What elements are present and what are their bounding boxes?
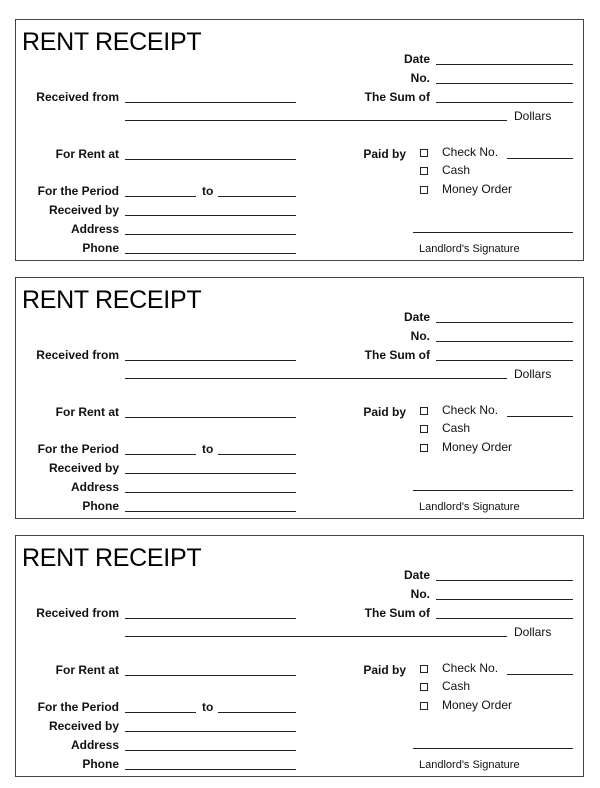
received-by-field[interactable] — [125, 473, 296, 474]
money-order-label: Money Order — [442, 698, 513, 712]
date-field[interactable] — [436, 580, 573, 581]
date-field[interactable] — [436, 322, 573, 323]
rent-receipt — [15, 19, 584, 261]
period-start-field[interactable] — [125, 712, 196, 713]
to-label: to — [202, 442, 214, 456]
period-label: For the Period — [37, 184, 119, 198]
landlord-signature-label: Landlord's Signature — [419, 501, 520, 513]
sum-label: The Sum of — [364, 90, 430, 104]
period-start-field[interactable] — [125, 196, 196, 197]
sum-label: The Sum of — [364, 348, 430, 362]
received-from-label: Received from — [36, 348, 119, 362]
check-label: Check No. — [442, 661, 499, 675]
address-label: Address — [70, 480, 119, 494]
receipt-number-label: No. — [410, 71, 430, 85]
cash-checkbox[interactable] — [420, 683, 428, 691]
money-order-label: Money Order — [442, 440, 513, 454]
address-label: Address — [70, 222, 119, 236]
phone-field[interactable] — [125, 253, 296, 254]
date-label: Date — [403, 568, 430, 582]
cash-checkbox[interactable] — [420, 425, 428, 433]
receipt-number-field[interactable] — [436, 341, 573, 342]
check-checkbox[interactable] — [420, 665, 428, 673]
to-label: to — [202, 184, 214, 198]
date-label: Date — [403, 310, 430, 324]
check-number-field[interactable] — [507, 158, 573, 159]
period-start-field[interactable] — [125, 454, 196, 455]
landlord-signature-field[interactable] — [413, 232, 573, 233]
money-order-checkbox[interactable] — [420, 444, 428, 452]
check-number-field[interactable] — [507, 416, 573, 417]
receipt-title: RENT RECEIPT — [22, 544, 202, 572]
received-by-label: Received by — [48, 719, 119, 733]
money-order-checkbox[interactable] — [420, 702, 428, 710]
phone-label: Phone — [82, 757, 119, 771]
receipt-number-field[interactable] — [436, 599, 573, 600]
landlord-signature-field[interactable] — [413, 748, 573, 749]
check-checkbox[interactable] — [420, 407, 428, 415]
cash-checkbox[interactable] — [420, 167, 428, 175]
receipt-number-label: No. — [410, 329, 430, 343]
rental-property-field[interactable] — [125, 417, 296, 418]
dollars-label: Dollars — [514, 109, 552, 123]
received-from-label: Received from — [36, 606, 119, 620]
rent-receipt — [15, 535, 584, 777]
received-from-field[interactable] — [125, 102, 296, 103]
phone-label: Phone — [82, 499, 119, 513]
address-field[interactable] — [125, 750, 296, 751]
rent-receipt — [15, 277, 584, 519]
phone-field[interactable] — [125, 769, 296, 770]
period-label: For the Period — [37, 700, 119, 714]
dollars-label: Dollars — [514, 367, 552, 381]
money-order-checkbox[interactable] — [420, 186, 428, 194]
check-number-field[interactable] — [507, 674, 573, 675]
receipt-number-label: No. — [410, 587, 430, 601]
received-by-field[interactable] — [125, 731, 296, 732]
period-end-field[interactable] — [218, 454, 296, 455]
received-from-label: Received from — [36, 90, 119, 104]
money-order-label: Money Order — [442, 182, 513, 196]
receipt-title: RENT RECEIPT — [22, 286, 202, 314]
address-field[interactable] — [125, 492, 296, 493]
amount-words-field[interactable] — [125, 378, 507, 379]
to-label: to — [202, 700, 214, 714]
cash-label: Cash — [442, 421, 471, 435]
amount-words-field[interactable] — [125, 636, 507, 637]
landlord-signature-label: Landlord's Signature — [419, 243, 520, 255]
received-by-field[interactable] — [125, 215, 296, 216]
received-by-label: Received by — [48, 461, 119, 475]
dollars-label: Dollars — [514, 625, 552, 639]
for-rent-label: For Rent at — [55, 405, 119, 419]
rental-property-field[interactable] — [125, 675, 296, 676]
received-from-field[interactable] — [125, 618, 296, 619]
amount-words-field[interactable] — [125, 120, 507, 121]
period-end-field[interactable] — [218, 712, 296, 713]
received-by-label: Received by — [48, 203, 119, 217]
cash-label: Cash — [442, 163, 471, 177]
for-rent-label: For Rent at — [55, 147, 119, 161]
address-label: Address — [70, 738, 119, 752]
cash-label: Cash — [442, 679, 471, 693]
landlord-signature-label: Landlord's Signature — [419, 759, 520, 771]
period-end-field[interactable] — [218, 196, 296, 197]
sum-field[interactable] — [436, 102, 573, 103]
sum-label: The Sum of — [364, 606, 430, 620]
phone-field[interactable] — [125, 511, 296, 512]
check-label: Check No. — [442, 145, 499, 159]
paid-by-label: Paid by — [363, 147, 406, 161]
landlord-signature-field[interactable] — [413, 490, 573, 491]
date-field[interactable] — [436, 64, 573, 65]
receipt-title: RENT RECEIPT — [22, 28, 202, 56]
received-from-field[interactable] — [125, 360, 296, 361]
address-field[interactable] — [125, 234, 296, 235]
rental-property-field[interactable] — [125, 159, 296, 160]
paid-by-label: Paid by — [363, 663, 406, 677]
paid-by-label: Paid by — [363, 405, 406, 419]
sum-field[interactable] — [436, 618, 573, 619]
date-label: Date — [403, 52, 430, 66]
receipt-number-field[interactable] — [436, 83, 573, 84]
check-checkbox[interactable] — [420, 149, 428, 157]
sum-field[interactable] — [436, 360, 573, 361]
period-label: For the Period — [37, 442, 119, 456]
for-rent-label: For Rent at — [55, 663, 119, 677]
phone-label: Phone — [82, 241, 119, 255]
check-label: Check No. — [442, 403, 499, 417]
